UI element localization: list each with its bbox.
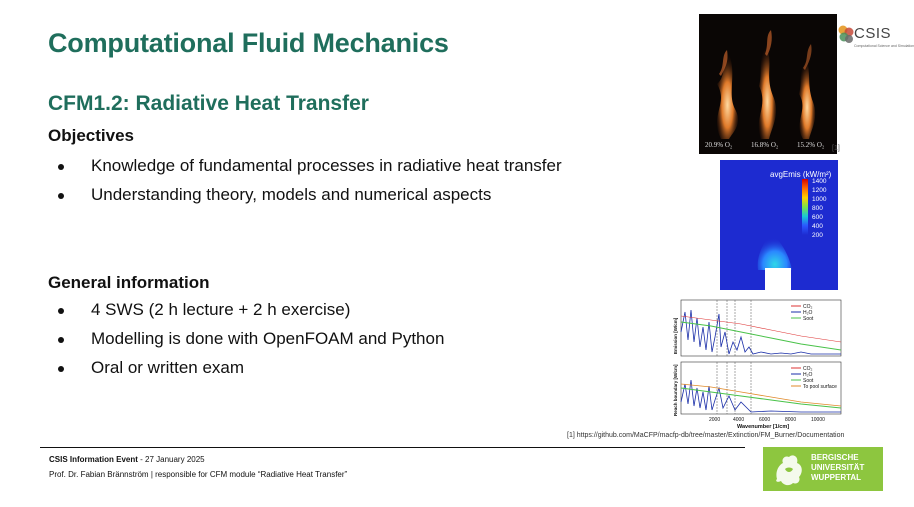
footer-divider <box>40 447 745 448</box>
spectra-figure <box>651 292 879 432</box>
emission-field-image <box>720 160 838 290</box>
list-item <box>58 329 444 358</box>
list-item-text: Oral or written exam <box>91 358 245 377</box>
legend-label: Soot <box>803 378 814 384</box>
flame-label: 20.9% O₂ <box>705 141 733 149</box>
bullet-icon <box>58 366 64 372</box>
list-item-text: Understanding theory, models and numerical aspects <box>91 185 492 204</box>
csis-logo <box>836 22 914 54</box>
bullet-icon <box>58 193 64 199</box>
general-info-list <box>58 300 444 387</box>
list-item <box>58 156 562 185</box>
legend-label: H₂O <box>803 310 813 316</box>
footer-presenter: Prof. Dr. Fabian Brännström | responsible for CFM module “Radiative Heat Transfer” <box>49 470 348 479</box>
reference-marker: [1] <box>832 145 840 152</box>
slide-title: Computational Fluid Mechanics <box>48 28 449 58</box>
colorbar-tick: 1200 <box>812 187 827 194</box>
csis-logo-text: CSIS <box>854 25 892 42</box>
list-item-text: Modelling is done with OpenFOAM and Python <box>91 329 445 348</box>
legend-label: To pool surface <box>803 384 837 390</box>
list-item <box>58 358 444 387</box>
list-item-text: 4 SWS (2 h lecture + 2 h exercise) <box>91 300 351 319</box>
x-tick-label: 10000 <box>811 417 825 423</box>
flame-label: 15.2% O₂ <box>797 141 825 149</box>
emission-colorbar <box>802 179 808 235</box>
colorbar-tick: 600 <box>812 214 823 221</box>
x-tick-label: 8000 <box>785 417 797 423</box>
colorbar-tick: 400 <box>812 223 823 230</box>
spectra-plot <box>651 292 879 432</box>
general-info-heading: General information <box>48 273 210 292</box>
y-axis-label: Emission [W/cm] <box>673 317 678 354</box>
footer-event-name: CSIS Information Event <box>49 455 138 464</box>
footer-event <box>49 455 205 464</box>
colorbar-tick: 1400 <box>812 178 827 185</box>
slide-subtitle: CFM1.2: Radiative Heat Transfer <box>48 92 369 115</box>
legend-label: H₂O <box>803 372 813 378</box>
colorbar-tick: 1000 <box>812 196 827 203</box>
x-tick-label: 4000 <box>733 417 745 423</box>
flames-image <box>699 14 837 154</box>
x-tick-label: 2000 <box>709 417 721 423</box>
bullet-icon <box>58 337 64 343</box>
csis-logo-icon <box>836 24 856 46</box>
list-item-text: Knowledge of fundamental processes in radiative heat transfer <box>91 156 562 175</box>
legend-label: CO₂ <box>803 366 813 372</box>
colorbar-tick: 200 <box>812 232 823 239</box>
flame-label: 16.8% O₂ <box>751 141 779 149</box>
emission-title: avgEmis (kW/m²) <box>770 170 832 179</box>
reference-url[interactable]: [1] https://github.com/MaCFP/macfp-db/tree/master/Extinction/FM_Burner/Documentation <box>567 432 845 439</box>
list-item <box>58 185 562 214</box>
x-tick-label: 6000 <box>759 417 771 423</box>
list-item <box>58 300 444 329</box>
lion-emblem-icon <box>769 449 809 489</box>
university-logo <box>763 447 883 491</box>
university-name: BERGISCHE UNIVERSITÄT WUPPERTAL <box>811 453 865 482</box>
colorbar-tick: 800 <box>812 205 823 212</box>
objectives-list <box>58 156 562 214</box>
footer-date: - 27 January 2025 <box>137 455 205 464</box>
x-axis-label: Wavenumber [1/cm] <box>737 424 790 430</box>
y-axis-label: Reach boundary [W/cm] <box>673 364 678 416</box>
objectives-heading: Objectives <box>48 126 134 145</box>
csis-logo-subtext: Computational Science and Simulation <box>854 44 914 48</box>
legend-label: Soot <box>803 316 814 322</box>
legend-label: CO₂ <box>803 304 813 310</box>
bullet-icon <box>58 164 64 170</box>
bullet-icon <box>58 308 64 314</box>
flames-drawing <box>699 14 837 154</box>
